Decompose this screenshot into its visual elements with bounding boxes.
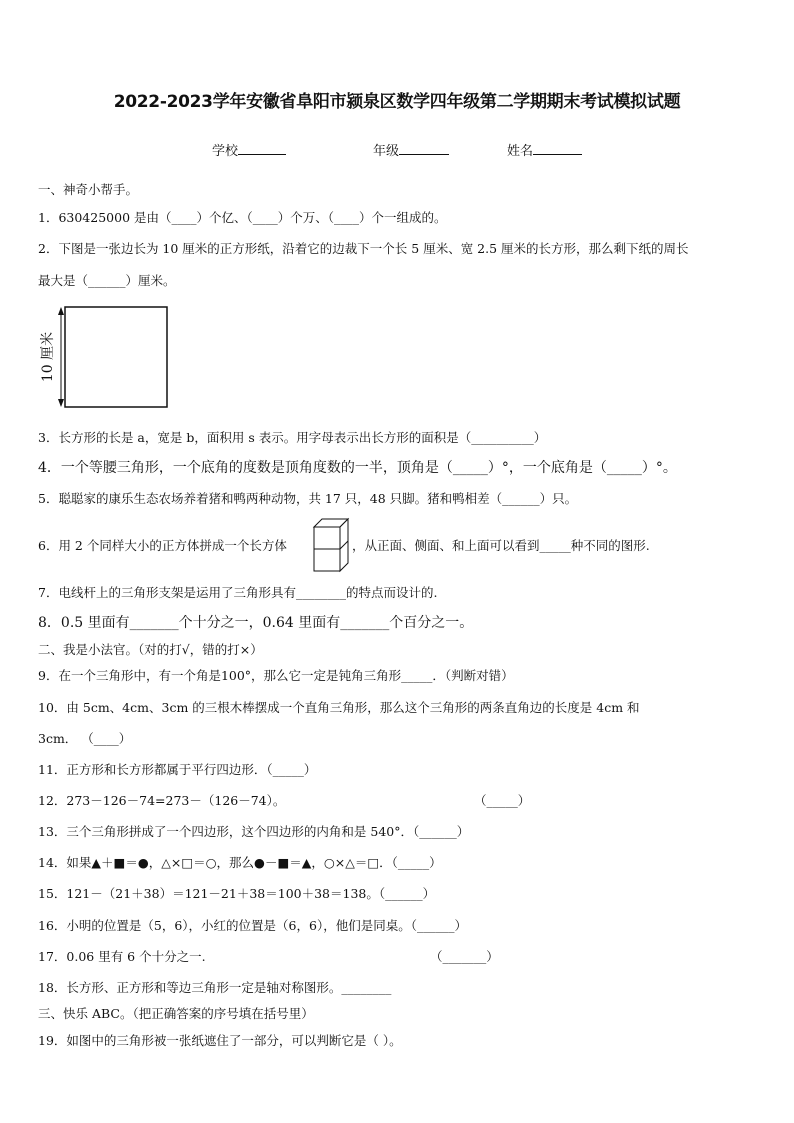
question-19: 19．如图中的三角形被一张纸遮住了一部分，可以判断它是（ ）。 xyxy=(38,1033,402,1048)
question-3: 3．长方形的长是 a，宽是 b，面积用 s 表示。用字母表示出长方形的面积是（__________） xyxy=(38,430,547,445)
question-4: 4．一个等腰三角形，一个底角的度数是顶角度数的一半，顶角是（_____）°，一个底角是（_____）°。 xyxy=(38,460,677,476)
question-6-part-1: 6．用 2 个同样大小的正方体拼成一个长方体 xyxy=(38,538,287,553)
question-10-line-1: 10．由 5cm、4cm、3cm 的三根木棒摆成一个直角三角形，那么这个三角形的两条直角边的长度是 4cm 和 xyxy=(38,700,640,715)
question-8: 8．0.5 里面有_______个十分之一，0.64 里面有_______个百分之一。 xyxy=(38,615,474,631)
question-10-line-2: 3cm． （____） xyxy=(38,731,132,746)
question-14: 14．如果▲＋■＝●，△×□＝○，那么●－■＝▲，○×△＝□．（_____） xyxy=(38,855,442,870)
square-paper-figure xyxy=(36,302,176,414)
cuboid-figure xyxy=(312,515,352,573)
school-field xyxy=(212,140,286,159)
grade-field xyxy=(373,140,449,159)
section-heading-1: 一、神奇小帮手。 xyxy=(38,182,139,197)
question-9: 9．在一个三角形中，有一个角是100°，那么它一定是钝角三角形_____．（判断对错） xyxy=(38,668,514,683)
page-title: 2022-2023学年安徽省阜阳市颍泉区数学四年级第二学期期末考试模拟试题 xyxy=(113,92,681,112)
square-outline xyxy=(65,307,167,407)
question-7: 7．电线杆上的三角形支架是运用了三角形具有________的特点而设计的. xyxy=(38,585,438,600)
grade-label: 年级 xyxy=(373,144,400,159)
section-heading-2: 二、我是小法官。（对的打√，错的打×） xyxy=(38,642,263,657)
question-1: 1．630425000 是由（____）个亿、（____）个万、（____）个一组成的。 xyxy=(38,210,447,225)
school-blank[interactable] xyxy=(238,153,286,155)
question-12: 12．273－126－74=273－（126－74）。 xyxy=(38,793,286,808)
question-5: 5．聪聪家的康乐生态农场养着猪和鸭两种动物，共 17 只，48 只脚。猪和鸭相差（______）只。 xyxy=(38,491,578,506)
figure-dimension-label: 10 厘米 xyxy=(40,331,56,383)
question-2-line-2: 最大是（______）厘米。 xyxy=(38,273,176,288)
section-heading-3: 三、快乐 ABC。（把正确答案的序号填在括号里） xyxy=(38,1006,314,1021)
question-16: 16．小明的位置是（5，6），小红的位置是（6，6），他们是同桌。（______） xyxy=(38,918,467,933)
question-2-line-1: 2．下图是一张边长为 10 厘米的正方形纸，沿着它的边裁下一个长 5 厘米、宽 2.5 厘米的长方形，那么剩下纸的周长 xyxy=(38,241,689,256)
question-17: 17．0.06 里有 6 个十分之一. xyxy=(38,949,206,964)
arrow-down-icon xyxy=(58,399,64,407)
name-blank[interactable] xyxy=(533,153,582,155)
school-label: 学校 xyxy=(212,144,239,159)
grade-blank[interactable] xyxy=(399,153,449,155)
question-13: 13．三个三角形拼成了一个四边形，这个四边形的内角和是 540°．（______） xyxy=(38,824,470,839)
question-15: 15．121－（21＋38）＝121－21＋38＝100＋38＝138。（______） xyxy=(38,886,436,901)
question-18: 18．长方形、正方形和等边三角形一定是轴对称图形。________ xyxy=(38,980,392,995)
question-12-answer: （_____） xyxy=(474,793,531,808)
name-label: 姓名 xyxy=(507,144,534,159)
question-11: 11．正方形和长方形都属于平行四边形．（_____） xyxy=(38,762,317,777)
name-field xyxy=(507,140,582,159)
question-17-answer: （_______） xyxy=(430,949,499,964)
arrow-up-icon xyxy=(58,307,64,315)
question-6-part-2: ，从正面、侧面、和上面可以看到_____种不同的图形. xyxy=(352,538,650,553)
